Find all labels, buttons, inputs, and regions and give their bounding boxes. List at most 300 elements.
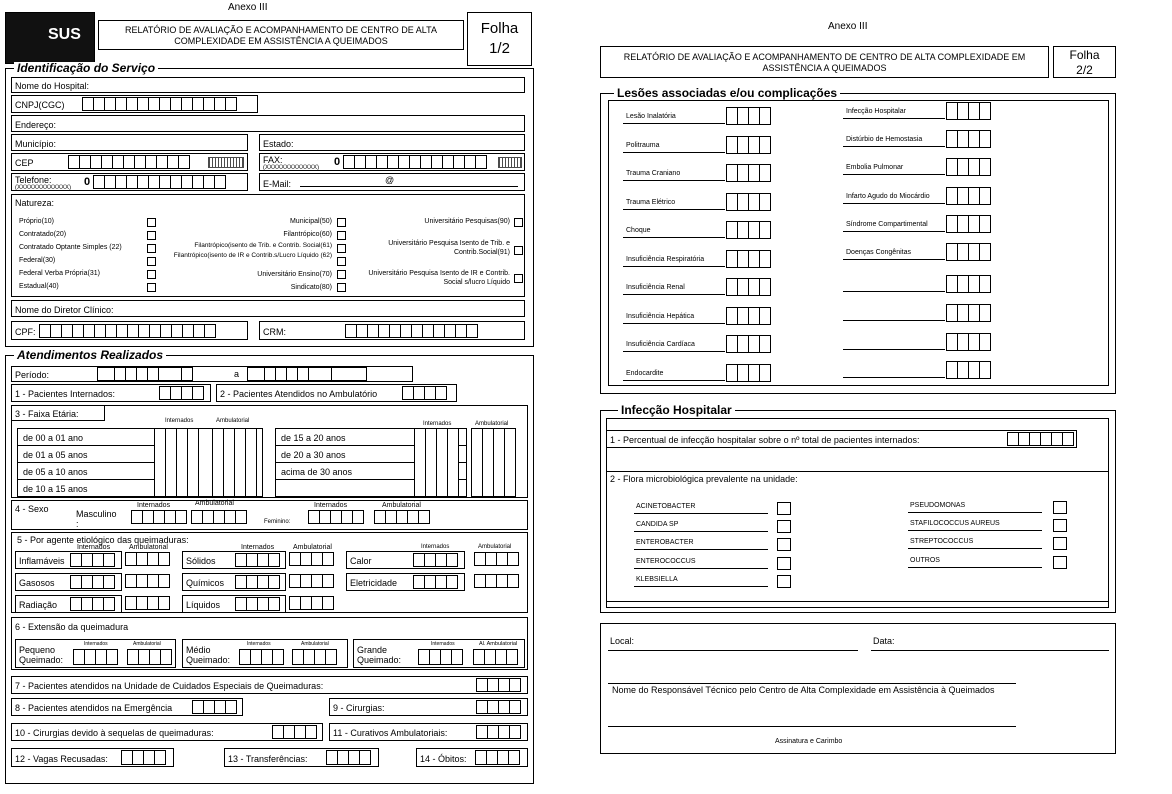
- cnpj-field[interactable]: [11, 95, 258, 113]
- faixa-row-label: de 20 a 30 anos: [281, 450, 346, 460]
- pacientes-internados-cells[interactable]: [160, 386, 204, 400]
- lesao-cells[interactable]: [727, 221, 771, 239]
- crm-cells[interactable]: [346, 324, 478, 338]
- agente-box: [11, 532, 528, 613]
- cep-field[interactable]: [11, 153, 248, 171]
- cnpj-cells[interactable]: [83, 97, 237, 111]
- agente-row-cells[interactable]: [414, 575, 458, 589]
- flora-checkbox[interactable]: [777, 520, 791, 533]
- lesao-line: [843, 259, 945, 260]
- fax-hatch-text: (XXXXXXXXXXXXX): [263, 165, 320, 171]
- masculino-ambulatorial-cells[interactable]: [192, 510, 247, 524]
- medio-cells[interactable]: [240, 649, 284, 665]
- extensao-box: [11, 617, 528, 670]
- periodo-a: a: [234, 369, 240, 379]
- agente-row-label: Gasosos: [19, 578, 55, 588]
- item8-label: 8 - Pacientes atendidos na Emergência: [15, 703, 173, 713]
- percentual-cells[interactable]: [1008, 432, 1074, 446]
- cnpj-label: CNPJ(CGC): [15, 100, 65, 110]
- local-line[interactable]: [608, 650, 858, 651]
- agente-amb-cells[interactable]: [290, 552, 334, 566]
- nat-checkbox[interactable]: [514, 246, 523, 255]
- agente-row-cells[interactable]: [71, 553, 115, 567]
- agente-row-cells[interactable]: [71, 597, 115, 611]
- lesao-blank-line[interactable]: [843, 320, 945, 321]
- lesao-cells[interactable]: [947, 304, 991, 322]
- masculino-internados-cells[interactable]: [132, 510, 187, 524]
- flora-checkbox[interactable]: [1053, 501, 1067, 514]
- faixa-right-internados-cells[interactable]: [415, 428, 459, 497]
- flora-label: ACINETOBACTER: [636, 503, 696, 510]
- flora-label: 2 - Flora microbiológica prevalente na unidade:: [610, 474, 798, 484]
- data-label: Data:: [873, 636, 895, 646]
- row-divider: [18, 479, 158, 480]
- nat-option: Contratado(20): [19, 231, 67, 238]
- grande-label-1: Grande: [357, 645, 388, 655]
- fem-internados: Internados: [314, 502, 348, 509]
- medio-amb-cells[interactable]: [293, 649, 337, 665]
- col-internados-right: Internados: [423, 421, 452, 427]
- agente-row-label: Inflamáveis: [19, 556, 65, 566]
- lesao-line: [843, 231, 945, 232]
- flora-label: ENTEROCOCCUS: [636, 557, 696, 565]
- infeccao-legend: Infecção Hospitalar: [618, 404, 735, 416]
- flora-line: [634, 513, 768, 514]
- pequeno-amb-cells[interactable]: [128, 649, 172, 665]
- pequeno-cells[interactable]: [74, 649, 118, 665]
- flora-line: [634, 586, 768, 587]
- nat-checkbox[interactable]: [147, 270, 156, 279]
- nat-checkbox[interactable]: [147, 244, 156, 253]
- nat-checkbox[interactable]: [337, 218, 346, 227]
- nat-option: Contratado Optante Simples (22): [19, 244, 122, 251]
- lesao-line: [843, 174, 945, 175]
- agente-ambulatorial: Ambulatorial: [478, 544, 512, 550]
- grande-amb-cells[interactable]: [474, 649, 518, 665]
- sexo-internados: Internados: [137, 502, 171, 509]
- cep-label: CEP: [15, 158, 34, 168]
- item7-cells[interactable]: [477, 678, 521, 692]
- lesao-cells[interactable]: [727, 107, 771, 125]
- agente-internados: Internados: [421, 544, 450, 550]
- item9-label: 9 - Cirurgias:: [333, 703, 385, 713]
- flora-label: CANDIDA SP: [636, 521, 679, 529]
- estado-field[interactable]: [259, 134, 525, 151]
- agente-row[interactable]: [346, 573, 465, 591]
- item9-field[interactable]: [329, 698, 528, 716]
- item10-field[interactable]: [11, 723, 323, 741]
- fem-ambulatorial: Ambulatorial: [382, 502, 421, 509]
- row-divider: [18, 445, 158, 446]
- faixa-left-internados-cells[interactable]: [155, 428, 199, 497]
- item10-cells[interactable]: [273, 725, 317, 739]
- nat-checkbox[interactable]: [337, 231, 346, 240]
- lesao-cells[interactable]: [727, 335, 771, 353]
- email-underline: [300, 186, 518, 187]
- agente-row[interactable]: [15, 573, 122, 591]
- nat-checkbox[interactable]: [514, 274, 523, 283]
- agente-amb-cells[interactable]: [290, 596, 334, 610]
- lesao-cells[interactable]: [727, 164, 771, 182]
- flora-checkbox[interactable]: [777, 502, 791, 515]
- item13-field[interactable]: [224, 748, 379, 767]
- municipio-field[interactable]: [11, 134, 248, 151]
- nat-option: Filantrópico(isento de Trib. e Contrib. Social(61): [194, 242, 332, 249]
- agente-ambulatorial: Ambulatorial: [129, 544, 168, 551]
- lesao-cells[interactable]: [727, 193, 771, 211]
- pequeno-internados: Internados: [84, 641, 108, 647]
- pacientes-ambulatorio-label: 2 - Pacientes Atendidos no Ambulatório: [220, 389, 378, 399]
- agente-row-label: Calor: [350, 556, 372, 566]
- col-internados: Internados: [165, 418, 194, 424]
- tel-zero: 0: [84, 176, 91, 188]
- diretor-field[interactable]: [11, 300, 525, 317]
- pacientes-internados-label: 1 - Pacientes Internados:: [15, 389, 116, 399]
- medio-internados: Internados: [247, 641, 271, 647]
- flora-label: ENTEROBACTER: [636, 539, 694, 547]
- hospital-name-field[interactable]: [11, 77, 525, 93]
- lesao-cells[interactable]: [727, 250, 771, 268]
- cpf-field[interactable]: [11, 321, 248, 340]
- agente-row-label: Líquidos: [186, 600, 221, 610]
- identificacao-legend: Identificação do Serviço: [14, 62, 158, 74]
- agente-label: 5 - Por agente etiológico das queimaduras:: [17, 535, 189, 545]
- email-field[interactable]: [259, 173, 525, 191]
- fax-field[interactable]: [259, 153, 525, 171]
- nat-checkbox[interactable]: [514, 218, 523, 227]
- pequeno-label-1: Pequeno: [19, 645, 56, 655]
- lesao-line: [623, 123, 725, 124]
- agente-amb-cells[interactable]: [290, 574, 334, 588]
- assinatura-label: Assinatura e Carimbo: [775, 738, 843, 745]
- lesao-cells[interactable]: [947, 361, 991, 379]
- grande-label-2: Queimado:: [357, 655, 402, 665]
- item7-field[interactable]: [11, 676, 528, 694]
- crm-label: CRM:: [263, 327, 286, 337]
- periodo-field[interactable]: [11, 366, 413, 382]
- pacientes-ambulatorio-field[interactable]: [216, 384, 457, 402]
- agente-row-cells[interactable]: [414, 553, 458, 567]
- crm-field[interactable]: [259, 321, 525, 340]
- grande-internados: Internados: [431, 641, 455, 647]
- pacientes-ambulatorio-cells[interactable]: [403, 386, 447, 400]
- diretor-label: Nome do Diretor Clínico:: [15, 305, 114, 315]
- endereco-label: Endereço:: [15, 120, 57, 130]
- lesao-label: Embolia Pulmonar: [846, 164, 904, 171]
- item8-cells[interactable]: [193, 700, 237, 714]
- nat-checkbox[interactable]: [337, 270, 346, 279]
- grande-queimado-field[interactable]: [353, 639, 525, 668]
- lesao-cells[interactable]: [947, 333, 991, 351]
- lesao-line: [623, 237, 725, 238]
- nat-checkbox[interactable]: [337, 283, 346, 292]
- lesao-label: Endocardite: [626, 369, 664, 377]
- lesao-line: [623, 323, 725, 324]
- nat-checkbox[interactable]: [337, 257, 346, 266]
- folha-number-2: 2/2: [1076, 63, 1093, 77]
- medio-label-2: Queimado:: [186, 655, 231, 665]
- lesao-label: Lesão Inalatória: [626, 113, 676, 120]
- report-title-2-line2: ASSISTÊNCIA A QUEIMADOS: [762, 63, 887, 73]
- email-at: @: [385, 175, 395, 185]
- lesao-blank-line[interactable]: [843, 377, 945, 378]
- estado-label: Estado:: [263, 139, 294, 149]
- agente-amb-cells[interactable]: [475, 552, 519, 566]
- faixa-etaria-label: 3 - Faixa Etária:: [15, 409, 79, 419]
- lesao-label: Infarto Agudo do Miocárdio: [846, 193, 930, 200]
- telefone-cells[interactable]: [94, 175, 226, 189]
- lesao-cells[interactable]: [727, 364, 771, 382]
- lesao-label: Trauma Craniano: [626, 170, 681, 177]
- fax-hatch: [498, 157, 522, 168]
- sexo-ambulatorial: Ambulatorial: [195, 500, 234, 507]
- logo-text: SUS: [48, 26, 81, 43]
- lesao-line: [843, 203, 945, 204]
- folha-label-2: Folha: [1069, 48, 1100, 62]
- agente-amb-cells[interactable]: [475, 574, 519, 588]
- faixa-right-ambulatorial-cells[interactable]: [472, 428, 516, 497]
- fax-zero: 0: [334, 156, 341, 168]
- lesao-label: Distúrbio de Hemostasia: [846, 136, 923, 143]
- nat-option: Filantrópico(60): [283, 231, 332, 238]
- item14-field[interactable]: [416, 748, 528, 767]
- flora-label: OUTROS: [910, 556, 940, 564]
- periodo-label: Período:: [15, 370, 50, 380]
- agente-row[interactable]: [182, 595, 286, 613]
- pacientes-internados-field[interactable]: [11, 384, 211, 402]
- nat-checkbox[interactable]: [147, 283, 156, 292]
- agente-row-cells[interactable]: [236, 553, 280, 567]
- lesao-line: [843, 146, 945, 147]
- tel-hatch-text: (XXXXXXXXXXXXX): [15, 185, 72, 191]
- nat-option: Universitário Pesquisa Isento de Trib. e Contrib.Social(91): [388, 240, 510, 257]
- nat-option: Próprio(10): [19, 218, 55, 225]
- telefone-label: Telefone:: [15, 175, 52, 185]
- flora-line: [908, 567, 1042, 568]
- nat-checkbox[interactable]: [337, 244, 346, 253]
- nat-option: Federal(30): [19, 257, 56, 264]
- atendimentos-legend: Atendimentos Realizados: [14, 349, 166, 361]
- item10-label: 10 - Cirurgias devido à sequelas de queimaduras:: [15, 728, 214, 738]
- lesao-label: Politrauma: [626, 141, 660, 149]
- agente-amb-cells[interactable]: [126, 574, 170, 588]
- report-title-box-2: [600, 46, 1049, 78]
- flora-line: [634, 531, 768, 532]
- agente-row-cells[interactable]: [236, 575, 280, 589]
- lesao-label: Insuficiência Hepática: [626, 312, 695, 320]
- flora-line: [908, 548, 1042, 549]
- item14-label: 14 - Óbitos:: [420, 754, 467, 764]
- periodo-start-cells[interactable]: [98, 367, 193, 381]
- municipio-label: Município:: [15, 139, 57, 149]
- agente-row-cells[interactable]: [236, 597, 280, 611]
- agente-row[interactable]: [15, 551, 122, 569]
- nat-checkbox[interactable]: [147, 257, 156, 266]
- nat-option: Universitário Pesquisa Isento de IR e Contrib. Social s/lucro Líquido: [368, 270, 510, 287]
- sexo-label: 4 - Sexo: [15, 504, 49, 514]
- agente-internados: Internados: [77, 544, 111, 551]
- flora-checkbox[interactable]: [1053, 519, 1067, 532]
- assinatura-line[interactable]: [608, 726, 1016, 727]
- telefone-field[interactable]: [11, 173, 248, 191]
- cpf-cells[interactable]: [40, 324, 216, 338]
- folha-box: [467, 12, 532, 66]
- folha-number: 1/2: [489, 40, 510, 57]
- grande-cells[interactable]: [419, 649, 463, 665]
- feminino-label: Feminino:: [264, 519, 291, 525]
- flora-checkbox[interactable]: [777, 575, 791, 588]
- natureza-box: [11, 194, 525, 297]
- agente-row-label: Eletricidade: [350, 578, 398, 588]
- lesao-cells[interactable]: [947, 275, 991, 293]
- item12-field[interactable]: [11, 748, 174, 767]
- lesao-cells[interactable]: [947, 215, 991, 233]
- folha-box-2: [1053, 46, 1116, 78]
- agente-row-label: Sólidos: [186, 556, 216, 566]
- cep-cells[interactable]: [69, 155, 190, 169]
- row-divider: [18, 462, 158, 463]
- folha-label: Folha: [480, 20, 519, 37]
- faixa-row-label: de 01 a 05 anos: [23, 450, 88, 460]
- fax-cells[interactable]: [344, 155, 487, 169]
- responsavel-line[interactable]: [608, 683, 1016, 684]
- lesao-line: [623, 209, 725, 210]
- lesao-label: Trauma Elétrico: [626, 198, 676, 206]
- agente-row-label: Químicos: [186, 578, 225, 588]
- lesao-label: Infecção Hospitalar: [846, 108, 906, 115]
- item11-label: 11 - Curativos Ambulatoriais:: [333, 728, 448, 738]
- masculino-label: Masculino: [76, 509, 117, 519]
- lesao-label: Insuficiência Respiratória: [626, 255, 705, 263]
- flora-line: [634, 549, 768, 550]
- agente-row[interactable]: [346, 551, 465, 569]
- lesao-cells[interactable]: [947, 158, 991, 176]
- lesao-cells[interactable]: [947, 243, 991, 261]
- report-title-line2: COMPLEXIDADE EM ASSISTÊNCIA A QUEIMADOS: [174, 36, 388, 46]
- extensao-label: 6 - Extensão da queimadura: [15, 622, 129, 632]
- percentual-label: 1 - Percentual de infecção hospitalar sobre o nº total de pacientes internados:: [610, 435, 920, 445]
- lesao-blank-line[interactable]: [843, 349, 945, 350]
- sexo-box: [11, 500, 528, 530]
- item11-cells[interactable]: [477, 725, 521, 739]
- feminino-ambulatorial-cells[interactable]: [375, 510, 430, 524]
- agente-amb-cells[interactable]: [126, 596, 170, 610]
- lesao-cells[interactable]: [947, 187, 991, 205]
- natureza-label: Natureza:: [15, 198, 55, 208]
- periodo-end-cells[interactable]: [248, 367, 367, 381]
- agente-amb-cells[interactable]: [126, 552, 170, 566]
- item8-field[interactable]: [11, 698, 243, 716]
- percentual-field[interactable]: [606, 430, 1077, 448]
- flora-label: KLEBSIELLA: [636, 575, 678, 583]
- hospital-name-label: Nome do Hospital:: [15, 81, 90, 91]
- nat-checkbox[interactable]: [147, 218, 156, 227]
- lesao-blank-line[interactable]: [843, 291, 945, 292]
- lesoes-legend: Lesões associadas e/ou complicações: [614, 87, 840, 99]
- nat-option: Universitário Pesquisas(90): [424, 218, 510, 225]
- agente-row[interactable]: [182, 573, 286, 591]
- nat-option: Estadual(40): [19, 283, 59, 290]
- feminino-internados-cells[interactable]: [309, 510, 364, 524]
- flora-label: PSEUDOMONAS: [910, 502, 966, 509]
- nat-option: Municipal(50): [289, 218, 332, 225]
- report-title-line1: RELATÓRIO DE AVALIAÇÃO E ACOMPANHAMENTO DE CENTRO DE ALTA: [125, 25, 437, 35]
- faixa-row-label: acima de 30 anos: [281, 467, 353, 477]
- col-ambulatorial: Ambulatorial: [216, 418, 250, 424]
- item11-field[interactable]: [329, 723, 528, 741]
- medio-label-1: Médio: [186, 645, 211, 655]
- flora-label: STREPTOCOCCUS: [910, 538, 974, 546]
- medio-queimado-field[interactable]: [182, 639, 348, 668]
- grande-ambulatorial: Al. Ambulatorial: [479, 641, 518, 647]
- lesao-line: [843, 118, 945, 119]
- annex-label-2: Anexo III: [828, 21, 868, 32]
- cep-hatch: [208, 157, 244, 168]
- sus-logo: [5, 12, 95, 64]
- faixa-etaria-tab: [11, 405, 105, 421]
- lesao-line: [623, 294, 725, 295]
- col-ambulatorial-right: Ambulatorial: [475, 421, 509, 427]
- item13-cells[interactable]: [327, 750, 371, 765]
- report-title-2-line1: RELATÓRIO DE AVALIAÇÃO E ACOMPANHAMENTO DE CENTRO DE ALTA COMPLEXIDADE EM: [623, 52, 1026, 62]
- agente-row[interactable]: [182, 551, 286, 569]
- masculino-colon: :: [76, 519, 79, 529]
- item9-cells[interactable]: [477, 700, 521, 714]
- item12-cells[interactable]: [122, 750, 166, 765]
- nat-option: Universitário Ensino(70): [257, 271, 332, 278]
- cpf-label: CPF:: [15, 327, 36, 337]
- lesao-cells[interactable]: [727, 136, 771, 154]
- flora-checkbox[interactable]: [777, 557, 791, 570]
- faixa-left-ambulatorial-cells[interactable]: [213, 428, 257, 497]
- agente-row[interactable]: [15, 595, 122, 613]
- annex-label: Anexo III: [228, 2, 268, 13]
- lesao-cells[interactable]: [727, 278, 771, 296]
- nat-checkbox[interactable]: [147, 231, 156, 240]
- lesao-label: Choque: [626, 227, 651, 234]
- faixa-row-label: de 00 a 01 ano: [23, 433, 84, 443]
- item12-label: 12 - Vagas Recusadas:: [15, 754, 108, 764]
- faixa-row-label: de 10 a 15 anos: [23, 484, 88, 494]
- agente-row-cells[interactable]: [71, 575, 115, 589]
- lesao-label: Insuficiência Renal: [626, 284, 685, 291]
- pequeno-queimado-field[interactable]: [15, 639, 176, 668]
- data-line[interactable]: [871, 650, 1109, 651]
- nat-option: Federal Verba Própria(31): [19, 270, 100, 277]
- flora-line: [634, 568, 768, 569]
- flora-checkbox[interactable]: [1053, 556, 1067, 569]
- endereco-field[interactable]: [11, 115, 525, 132]
- lesao-cells[interactable]: [947, 102, 991, 120]
- item7-label: 7 - Pacientes atendidos na Unidade de Cuidados Especiais de Queimaduras:: [15, 681, 324, 691]
- lesao-line: [623, 266, 725, 267]
- medio-ambulatorial: Ambulatorial: [301, 641, 329, 647]
- item14-cells[interactable]: [476, 750, 520, 765]
- lesao-cells[interactable]: [947, 130, 991, 148]
- lesao-label: Doenças Congênitas: [846, 249, 911, 256]
- flora-label: STAFILOCOCCUS AUREUS: [910, 520, 1000, 528]
- lesao-label: Síndrome Compartimental: [846, 221, 928, 228]
- flora-checkbox[interactable]: [777, 538, 791, 551]
- faixa-row-label: de 05 a 10 anos: [23, 467, 88, 477]
- agente-ambulatorial: Ambulatorial: [293, 544, 332, 551]
- lesao-cells[interactable]: [727, 307, 771, 325]
- email-label: E-Mail:: [263, 179, 292, 189]
- lesao-label: Insuficiência Cardíaca: [626, 341, 695, 348]
- flora-checkbox[interactable]: [1053, 537, 1067, 550]
- agente-row-label: Radiação: [19, 600, 58, 610]
- lesao-line: [623, 351, 725, 352]
